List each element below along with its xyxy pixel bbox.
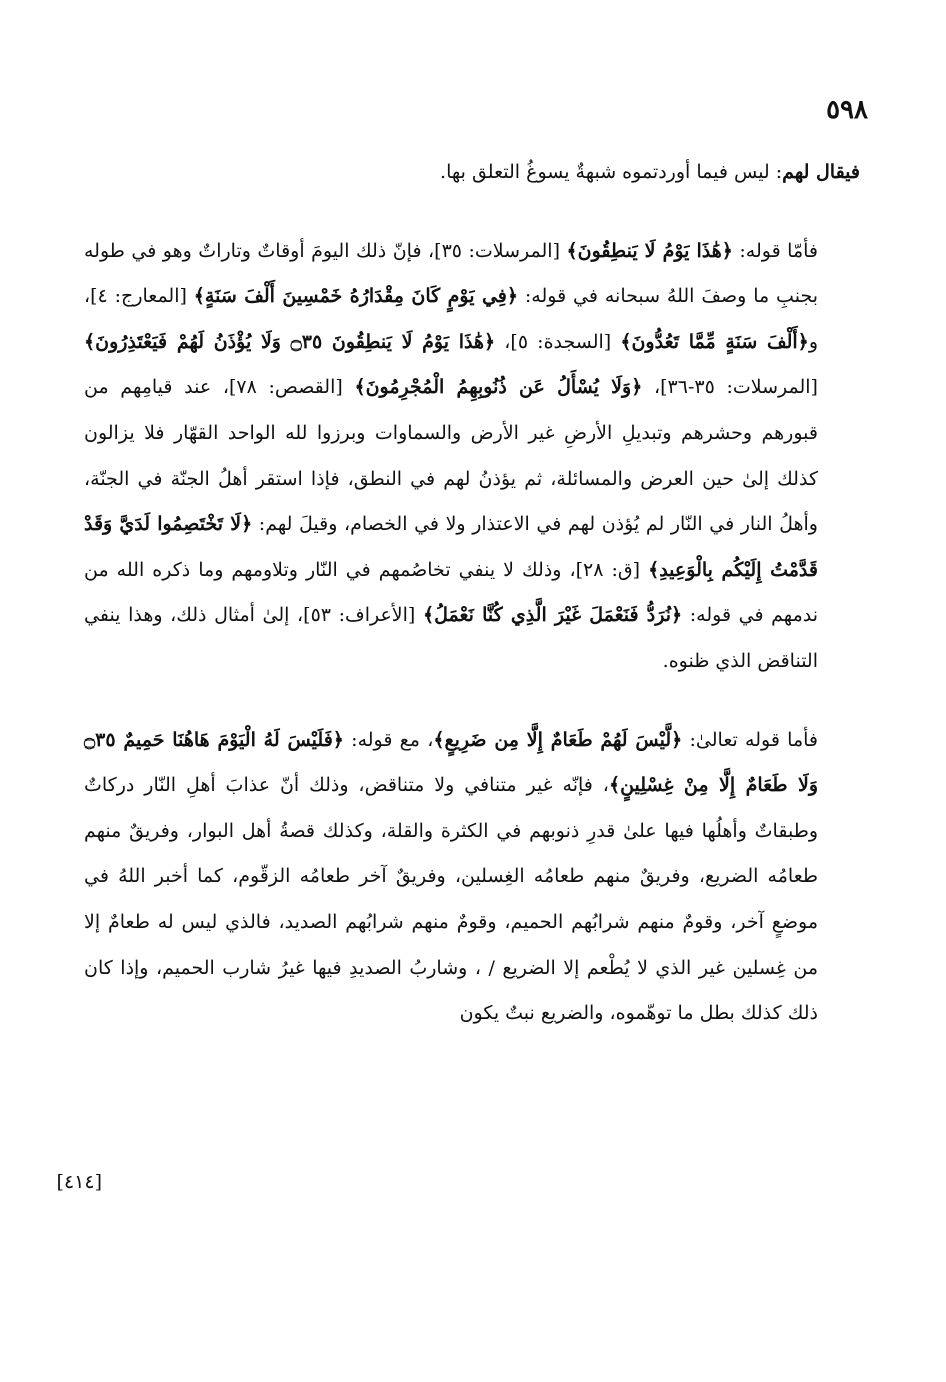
body-text — [84, 150, 860, 1037]
para-2-text-3: [المعارج: ٤]، و — [84, 285, 818, 353]
paragraph-3 — [84, 718, 860, 1037]
para-2-text-8: [الأعراف: ٥٣]، إلىٰ أمثال ذلك، وهذا ينفي التناقض الذي ظنوه. — [84, 604, 818, 672]
quran-verse-2: ﴿فِي يَوْمٍ كَانَ مِقْدَارُهُ خَمْسِينَ أَلْفَ سَنَةٍ﴾ — [193, 285, 519, 308]
para-3-text-1: فأما قوله تعالىٰ: — [682, 728, 818, 751]
para-2-text-4: [السجدة: ٥]، — [495, 330, 621, 353]
quran-verse-6: ﴿لَا تَخْتَصِمُوا لَدَيَّ وَقَدْ قَدَّمْتُ إِلَيْكُم بِالْوَعِيدِ﴾ — [84, 513, 818, 581]
para-3-text-2: ، مع قوله: — [343, 728, 434, 751]
paragraph-1-text: : ليس فيما أوردتموه شبهةٌ يسوغُ التعلق بها. — [440, 161, 783, 183]
quran-verse-7: ﴿نُرَدُّ فَنَعْمَلَ غَيْرَ الَّذِي كُنَّا نَعْمَلُ﴾ — [422, 604, 683, 627]
para-2-text-5: [المرسلات: ٣٥-٣٦]، — [642, 376, 818, 399]
paragraph-1-lead: فيقال لهم — [782, 161, 860, 183]
quran-verse-5: ﴿وَلَا يُسْأَلُ عَن ذُنُوبِهِمُ الْمُجْرِمُونَ﴾ — [354, 376, 643, 399]
para-2-text-2: [المرسلات: ٣٥]، فإنّ ذلك اليومَ أوقاتٌ وتاراتٌ وهو في طوله بجنبِ ما وصفَ اللهُ سبحانه في قوله: — [84, 239, 818, 308]
para-2-text-1: فأمّا قوله: — [732, 239, 818, 262]
para-2-text-7: [ق: ٢٨]، وذلك لا ينفي تخاصُمهم في النّار وتلاومهم وما ذكره الله من ندمهم في قوله: — [84, 558, 819, 627]
quran-verse-4: ﴿هَٰذَا يَوْمُ لَا يَنطِقُونَ ۝٣٥ وَلَا يُؤْذَنُ لَهُمْ فَيَعْتَذِرُونَ﴾ — [84, 330, 496, 353]
paragraph-gap — [84, 196, 860, 229]
quran-verse-3: ﴿أَلْفَ سَنَةٍ مِّمَّا تَعُدُّونَ﴾ — [620, 330, 809, 353]
quran-verse-1: ﴿هَٰذَا يَوْمُ لَا يَنطِقُونَ﴾ — [566, 239, 733, 262]
paragraph-1 — [84, 150, 860, 196]
quran-verse-8: ﴿لَّيْسَ لَهُمْ طَعَامٌ إِلَّا مِن ضَرِيعٍ﴾ — [433, 728, 683, 751]
para-3-text-3: ، فإنّه غير متنافي ولا متناقض، وذلك أنّ عذابَ أهلِ النّار دركاتٌ وطبقاتٌ وأهلُها فيها علىٰ قدرِ ذنوبهم في الكثرة والقلة، وكذلك قصةُ أهل البوار، وفريقٌ منهم طعامُه الضريع، وفريقٌ منهم طعامُه الغِسلين، وفريقٌ آخر طعامُه الزقّوم، كما أخبر اللهُ في موضعٍ آخر، وقومٌ منهم شرابُهم الحميم، وقومٌ منهم شرابُهم الصديد، فالذي ليس له طعامٌ إلا من غِسلين غير الذي لا يُطْعم إلا الضريع / ، وشاربُ الصديدِ فيها غيرُ شارب الحميم، وإذا كان ذلك كذلك بطل ما توهّموه، والضريع نبتٌ يكون — [84, 774, 818, 1025]
quran-verse-9: ﴿فَلَيْسَ لَهُ الْيَوْمَ هَاهُنَا حَمِيمٌ ۝٣٥ وَلَا طَعَامٌ إِلَّا مِنْ غِسْلِينٍ﴾ — [84, 728, 819, 797]
paragraph-gap — [84, 685, 860, 718]
para-2-text-6: [القصص: ٧٨]، عند قيامِهم من قبورهم وحشرهم وتبديلِ الأرضِ غير الأرض والسماوات وبرزوا لله الواحد القهّار فلا يزالون كذلك إلىٰ حين العرض والمسائلة، ثم يؤذنُ لهم في النطق، فإذا استقر أهلُ الجنّة في الجنّة، وأهلُ النار في النّار لم يُؤذن لهم في الاعتذار ولا في الخصام، وقيلَ لهم: — [84, 376, 818, 536]
paragraph-2 — [84, 229, 860, 685]
manuscript-page-marker: [٤١٤] — [56, 1171, 102, 1193]
page-number: ٥٩٨ — [826, 95, 868, 125]
